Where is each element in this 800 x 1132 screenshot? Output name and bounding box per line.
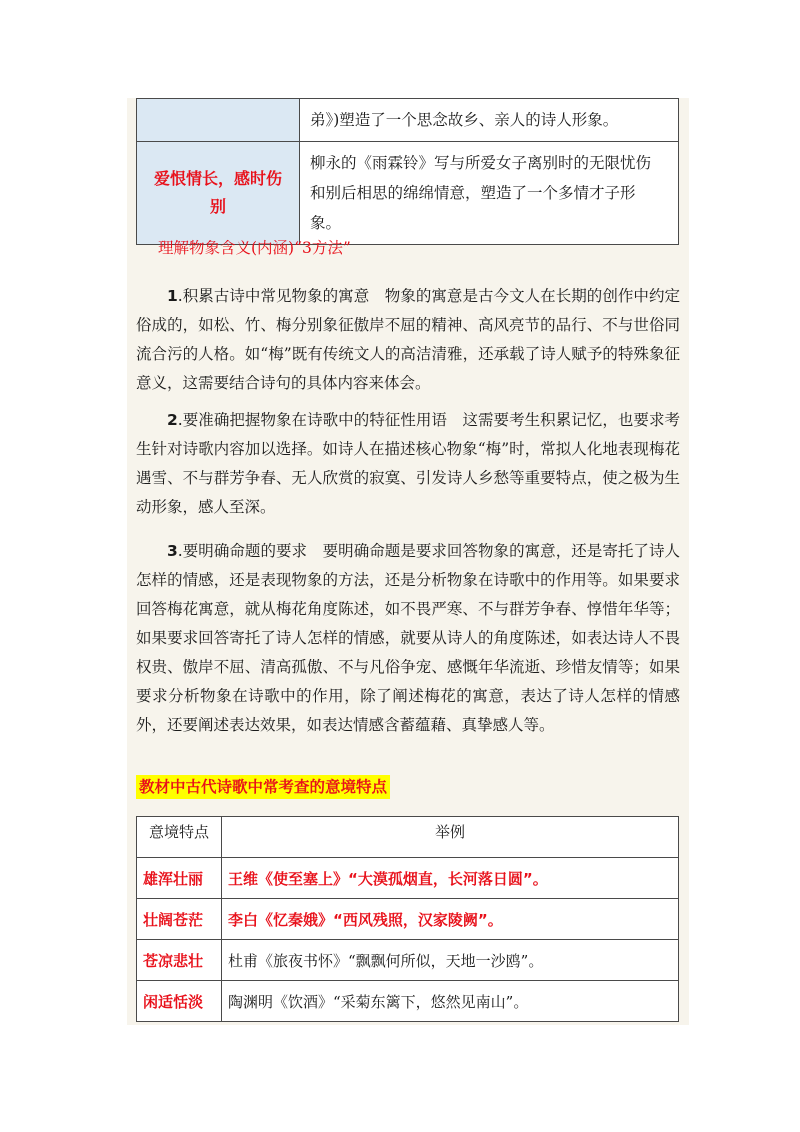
table-cell-category xyxy=(137,142,300,245)
top-table xyxy=(136,98,679,245)
table-row xyxy=(137,899,679,940)
table-cell-text: 柳永的《雨霖铃》写与所爱女子离别时的无限忧伤和别后相思的绵绵情意，塑造了一个多情才子形象。 xyxy=(300,142,679,245)
paragraph-number: 3 xyxy=(167,542,178,560)
paragraph-text: .积累古诗中常见物象的寓意 物象的寓意是古今文人在长期的创作中约定俗成的，如松、竹、梅分别象征傲岸不屈的精神、高风亮节的品行、不与世俗同流合污的人格。如“梅”既有传统文人的高洁清雅，还承载了诗人赋予的特殊象征意义，这需要结合诗句的具体内容来体会。 xyxy=(136,287,680,392)
table-row xyxy=(137,99,679,142)
paragraph-3 xyxy=(136,537,680,740)
table-cell-text: 弟》)塑造了一个思念故乡、亲人的诗人形象。 xyxy=(300,99,679,142)
table-row xyxy=(137,142,679,245)
paragraph-text: .要准确把握物象在诗歌中的特征性用语 这需要考生积累记忆，也要求考生针对诗歌内容加以选择。如诗人在描述核心物象“梅”时，常拟人化地表现梅花遇雪、不与群芳争春、无人欣赏的寂寞、引发诗人乡愁等重要特点，使之极为生动形象，感人至深。 xyxy=(136,411,680,516)
table-header-row xyxy=(137,817,679,858)
example-cell: 李白《忆秦娥》“西风残照，汉家陵阙”。 xyxy=(222,899,679,940)
example-cell: 陶渊明《饮酒》“采菊东篱下，悠然见南山”。 xyxy=(222,981,679,1022)
feature-cell: 雄浑壮丽 xyxy=(137,858,222,899)
feature-cell: 苍凉悲壮 xyxy=(137,940,222,981)
table-row xyxy=(137,981,679,1022)
example-cell: 杜甫《旅夜书怀》“飘飘何所似，天地一沙鸥”。 xyxy=(222,940,679,981)
table-row xyxy=(137,940,679,981)
example-cell: 王维《使至塞上》“大漠孤烟直，长河落日圆”。 xyxy=(222,858,679,899)
paragraph-text: .要明确命题的要求 要明确命题是要求回答物象的寓意，还是寄托了诗人怎样的情感，还是表现物象的方法，还是分析物象在诗歌中的作用等。如果要求回答梅花寓意，就从梅花角度陈述，如不畏严寒、不与群芳争春、惇惜年华等；如果要求回答寄托了诗人怎样的情感，就要从诗人的角度陈述，如表达诗人不畏权贵、傲岸不屈、清高孤傲、不与凡俗争宠、感慨年华流逝、珍惜友情等；如果要求分析物象在诗歌中的作用，除了阐述梅花的寓意，表达了诗人怎样的情感外，还要阐述表达效果，如表达情感含蓄蕴藉、真挚感人等。 xyxy=(136,542,680,734)
highlight-heading: 教材中古代诗歌中常考查的意境特点 xyxy=(136,775,390,799)
paragraph-number: 2 xyxy=(167,411,178,429)
header-feature: 意境特点 xyxy=(137,817,222,858)
table-row xyxy=(137,858,679,899)
feature-cell: 壮阔苍茫 xyxy=(137,899,222,940)
section-heading: 理解物象含义(内涵)“3方法” xyxy=(158,239,351,257)
category-label: 爱恨情长，感时伤别 xyxy=(154,169,283,216)
paragraph-1 xyxy=(136,282,680,398)
header-example: 举例 xyxy=(222,817,679,858)
artistic-conception-table xyxy=(136,816,679,1022)
paragraph-2 xyxy=(136,406,680,522)
feature-cell: 闲适恬淡 xyxy=(137,981,222,1022)
paragraph-number: 1 xyxy=(167,287,178,305)
table-cell-empty xyxy=(137,99,300,142)
